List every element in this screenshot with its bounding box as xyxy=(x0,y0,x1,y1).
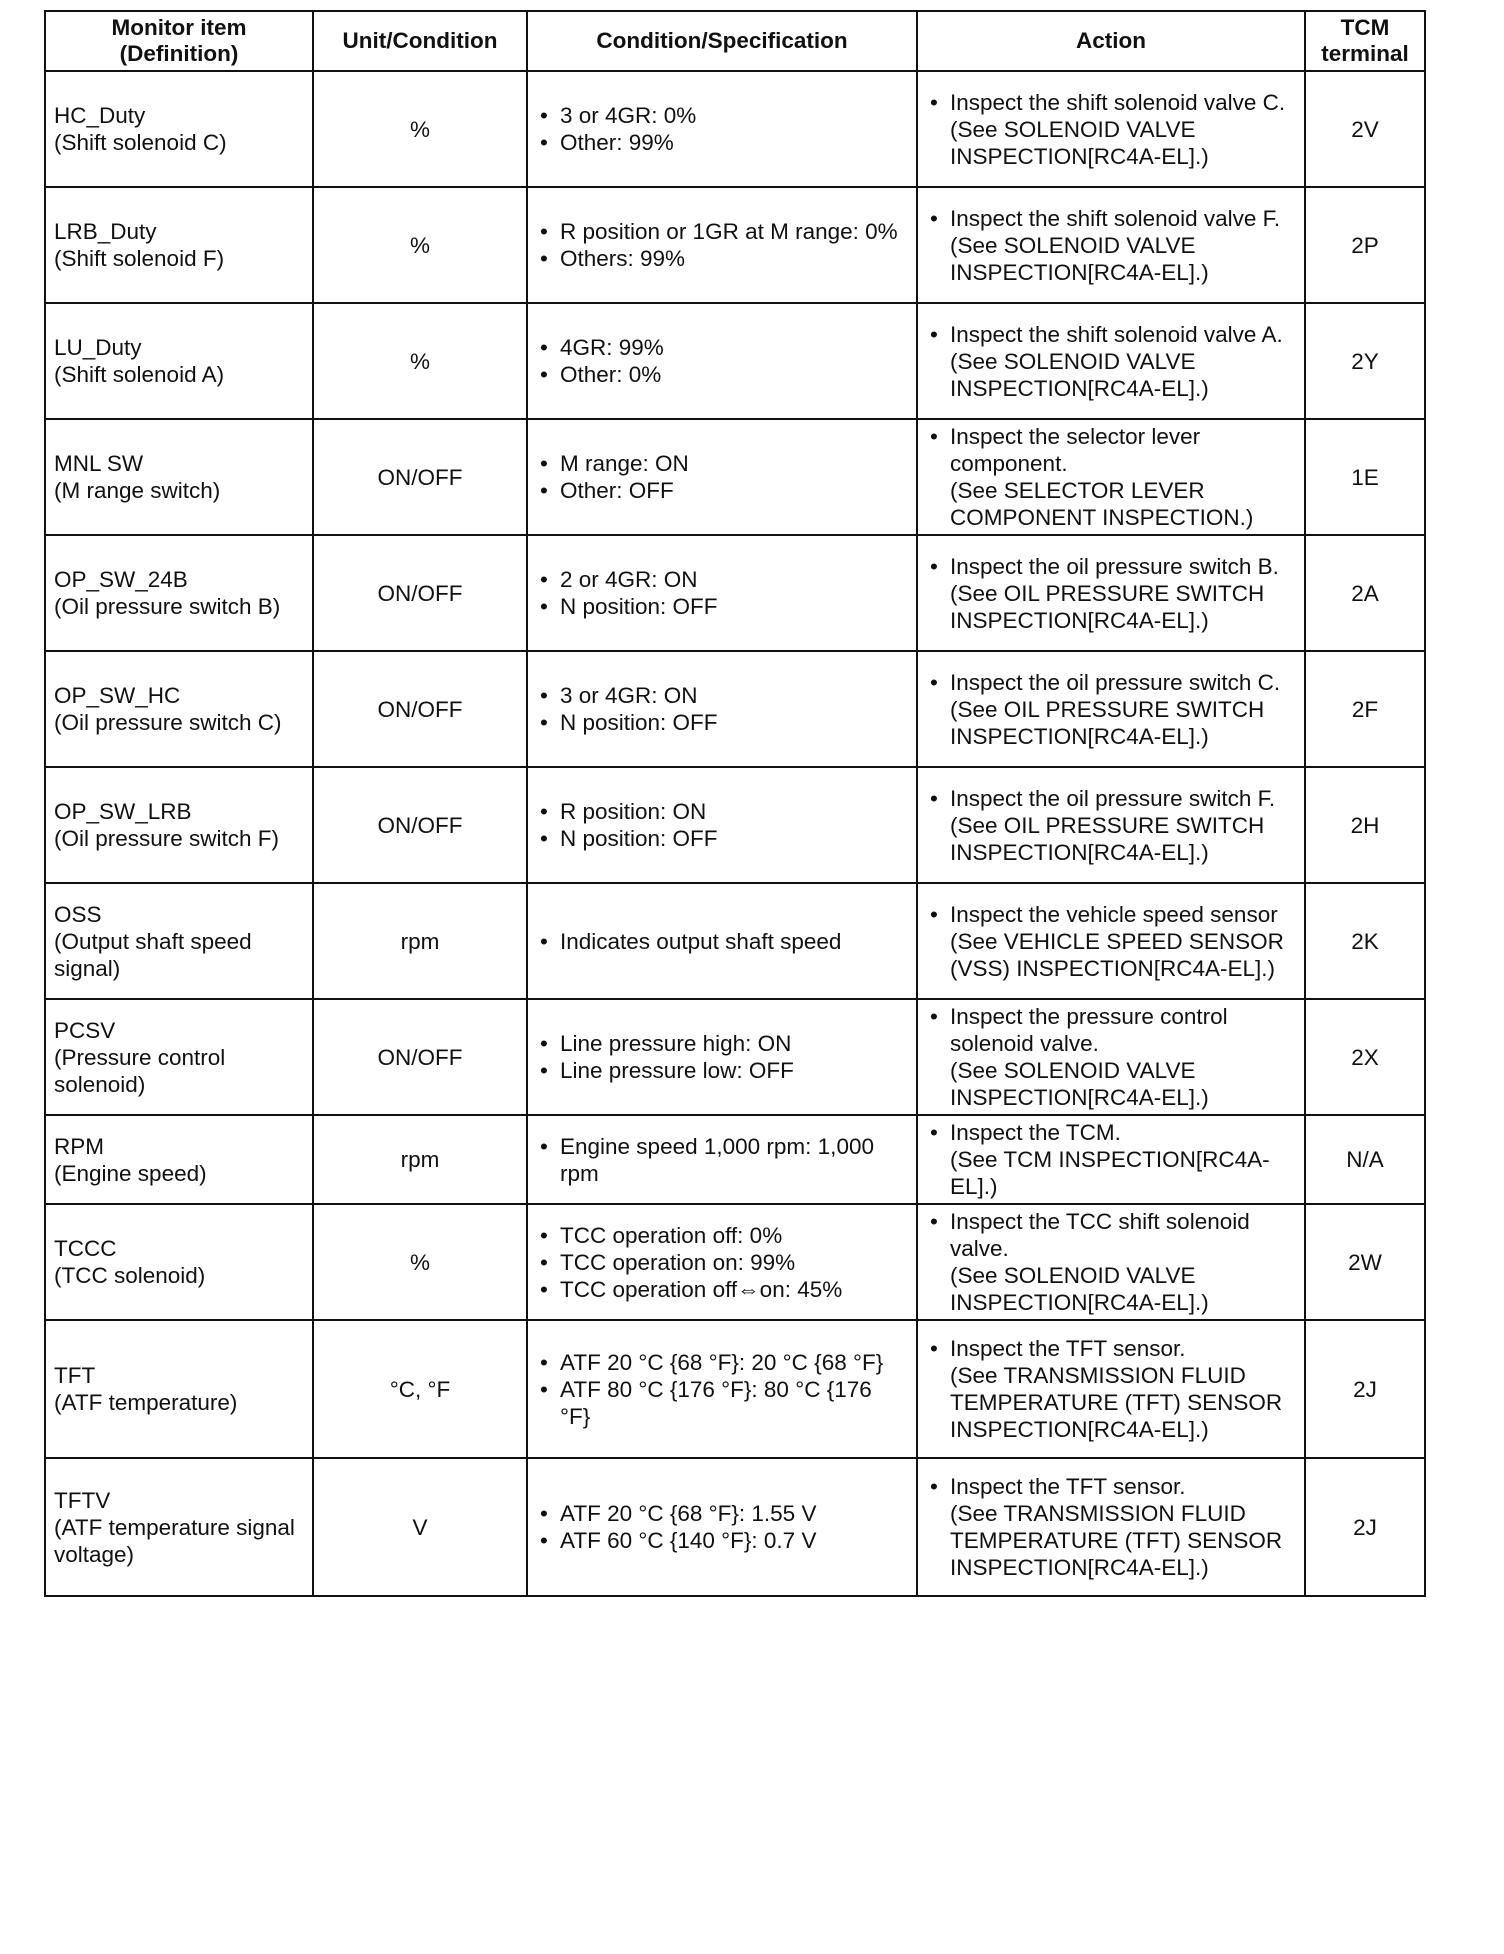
monitor-item-cell xyxy=(45,535,313,651)
action-instruction: • Inspect the TCC shift solenoid valve. xyxy=(926,1208,1296,1262)
specification-item: • Line pressure low: OFF xyxy=(536,1057,908,1084)
specification-list xyxy=(536,1500,908,1554)
condition-specification-cell xyxy=(527,187,917,303)
specification-list xyxy=(536,218,908,272)
monitor-item-definition: (Output shaft speed signal) xyxy=(54,928,252,981)
unit-condition-cell: rpm xyxy=(313,1115,527,1204)
condition-specification-cell xyxy=(527,1204,917,1320)
spec-sheet xyxy=(44,10,1424,1597)
specification-item: • Others: 99% xyxy=(536,245,908,272)
action-cell xyxy=(917,303,1305,419)
monitor-item-cell xyxy=(45,767,313,883)
specification-item: • N position: OFF xyxy=(536,825,908,852)
action-instruction: • Inspect the oil pressure switch C. xyxy=(926,669,1296,696)
unit-condition-cell: % xyxy=(313,71,527,187)
tcm-terminal-cell: 2X xyxy=(1305,999,1425,1115)
table-row xyxy=(45,767,1425,883)
action-reference: (See OIL PRESSURE SWITCH INSPECTION[RC4A-EL].) xyxy=(950,812,1265,865)
condition-specification-cell xyxy=(527,999,917,1115)
header-condition-specification: Condition/Specification xyxy=(527,11,917,71)
table-row xyxy=(45,71,1425,187)
condition-specification-cell xyxy=(527,767,917,883)
specification-list xyxy=(536,334,908,388)
specification-item: • Engine speed 1,000 rpm: 1,000 rpm xyxy=(536,1133,908,1187)
action-cell xyxy=(917,767,1305,883)
action-instruction: • Inspect the shift solenoid valve C. xyxy=(926,89,1296,116)
specification-item: • Other: 0% xyxy=(536,361,908,388)
monitor-item-definition: (Shift solenoid C) xyxy=(54,130,227,155)
monitor-item-definition: (M range switch) xyxy=(54,478,221,503)
monitor-item-definition: (Shift solenoid A) xyxy=(54,362,225,387)
specification-list xyxy=(536,798,908,852)
monitor-item-definition: (ATF temperature) xyxy=(54,1390,238,1415)
specification-list xyxy=(536,1349,908,1430)
header-tcm-terminal: TCM terminal xyxy=(1305,11,1425,71)
table-row xyxy=(45,651,1425,767)
action-reference: (See SELECTOR LEVER COMPONENT INSPECTION.) xyxy=(950,478,1254,530)
monitor-item-name: OSS xyxy=(54,901,102,927)
monitor-item-table xyxy=(44,10,1426,1597)
tcm-terminal-cell: 2J xyxy=(1305,1458,1425,1596)
condition-specification-cell xyxy=(527,71,917,187)
action-reference: (See TCM INSPECTION[RC4A-EL].) xyxy=(950,1147,1270,1199)
specification-item: • ATF 20 °C {68 °F}: 20 °C {68 °F} xyxy=(536,1349,908,1376)
specification-item: • 4GR: 99% xyxy=(536,334,908,361)
table-row xyxy=(45,1204,1425,1320)
table-row xyxy=(45,419,1425,535)
table-row xyxy=(45,535,1425,651)
monitor-item-cell xyxy=(45,71,313,187)
action-reference: (See OIL PRESSURE SWITCH INSPECTION[RC4A-EL].) xyxy=(950,696,1265,749)
table-header-row xyxy=(45,11,1425,71)
action-cell xyxy=(917,419,1305,535)
monitor-item-name: MNL SW xyxy=(54,451,144,476)
monitor-item-definition: (Pressure control solenoid) xyxy=(54,1044,226,1097)
monitor-item-name: TFT xyxy=(54,1363,96,1388)
specification-item: • TCC operation on: 99% xyxy=(536,1249,908,1276)
monitor-item-definition: (Oil pressure switch C) xyxy=(54,710,282,735)
specification-item: • 3 or 4GR: 0% xyxy=(536,102,908,129)
action-instruction: • Inspect the shift solenoid valve A. xyxy=(926,321,1296,348)
specification-item: • TCC operation off⇔on: 45% xyxy=(536,1276,908,1303)
action-cell xyxy=(917,651,1305,767)
condition-specification-cell xyxy=(527,535,917,651)
unit-condition-cell: rpm xyxy=(313,883,527,999)
specification-list xyxy=(536,102,908,156)
specification-item: • Indicates output shaft speed xyxy=(536,928,908,955)
monitor-item-name: TFTV xyxy=(54,1487,111,1513)
header-unit-condition: Unit/Condition xyxy=(313,11,527,71)
monitor-item-name: PCSV xyxy=(54,1017,116,1043)
specification-item: • ATF 20 °C {68 °F}: 1.55 V xyxy=(536,1500,908,1527)
unit-condition-cell: ON/OFF xyxy=(313,767,527,883)
monitor-item-name: LU_Duty xyxy=(54,335,142,360)
specification-list xyxy=(536,928,908,955)
action-cell xyxy=(917,1320,1305,1458)
specification-list xyxy=(536,1222,908,1303)
monitor-item-definition: (Oil pressure switch B) xyxy=(54,594,281,619)
action-reference: (See SOLENOID VALVE INSPECTION[RC4A-EL].) xyxy=(950,116,1209,169)
condition-specification-cell xyxy=(527,1458,917,1596)
action-instruction: • Inspect the TFT sensor. xyxy=(926,1473,1296,1500)
specification-list xyxy=(536,1030,908,1084)
condition-specification-cell xyxy=(527,883,917,999)
condition-specification-cell xyxy=(527,1115,917,1204)
tcm-terminal-cell: 2A xyxy=(1305,535,1425,651)
action-instruction: • Inspect the TFT sensor. xyxy=(926,1335,1296,1362)
monitor-item-definition: (Engine speed) xyxy=(54,1160,207,1186)
header-monitor-item: Monitor item (Definition) xyxy=(45,11,313,71)
action-instruction: • Inspect the oil pressure switch B. xyxy=(926,553,1296,580)
specification-item: • R position or 1GR at M range: 0% xyxy=(536,218,908,245)
table-row xyxy=(45,999,1425,1115)
condition-specification-cell xyxy=(527,1320,917,1458)
monitor-item-cell xyxy=(45,883,313,999)
monitor-item-cell xyxy=(45,1204,313,1320)
specification-list xyxy=(536,682,908,736)
monitor-item-cell xyxy=(45,187,313,303)
tcm-terminal-cell: 2W xyxy=(1305,1204,1425,1320)
specification-item: • N position: OFF xyxy=(536,709,908,736)
action-instruction: • Inspect the TCM. xyxy=(926,1119,1296,1146)
monitor-item-definition: (TCC solenoid) xyxy=(54,1263,206,1288)
specification-item: • Other: 99% xyxy=(536,129,908,156)
unit-condition-cell: ON/OFF xyxy=(313,419,527,535)
tcm-terminal-cell: 1E xyxy=(1305,419,1425,535)
action-cell xyxy=(917,883,1305,999)
specification-item: • R position: ON xyxy=(536,798,908,825)
specification-item: • ATF 80 °C {176 °F}: 80 °C {176 °F} xyxy=(536,1376,908,1430)
action-cell xyxy=(917,535,1305,651)
specification-item: • Other: OFF xyxy=(536,477,908,504)
action-instruction: • Inspect the oil pressure switch F. xyxy=(926,785,1296,812)
specification-list xyxy=(536,450,908,504)
table-body xyxy=(45,71,1425,1596)
action-reference: (See SOLENOID VALVE INSPECTION[RC4A-EL].) xyxy=(950,348,1209,401)
action-instruction: • Inspect the pressure control solenoid valve. xyxy=(926,1003,1296,1057)
monitor-item-name: OP_SW_24B xyxy=(54,567,188,592)
table-row xyxy=(45,1458,1425,1596)
monitor-item-name: LRB_Duty xyxy=(54,219,157,244)
action-reference: (See SOLENOID VALVE INSPECTION[RC4A-EL].) xyxy=(950,232,1209,285)
action-cell xyxy=(917,999,1305,1115)
action-instruction: • Inspect the vehicle speed sensor xyxy=(926,901,1296,928)
tcm-terminal-cell: 2Y xyxy=(1305,303,1425,419)
specification-item: • ATF 60 °C {140 °F}: 0.7 V xyxy=(536,1527,908,1554)
action-cell xyxy=(917,1115,1305,1204)
action-instruction: • Inspect the shift solenoid valve F. xyxy=(926,205,1296,232)
unit-condition-cell: % xyxy=(313,303,527,419)
action-reference: (See SOLENOID VALVE INSPECTION[RC4A-EL].) xyxy=(950,1263,1209,1315)
unit-condition-cell: °C, °F xyxy=(313,1320,527,1458)
monitor-item-cell xyxy=(45,1458,313,1596)
monitor-item-cell xyxy=(45,1320,313,1458)
monitor-item-cell xyxy=(45,419,313,535)
specification-list xyxy=(536,1133,908,1187)
monitor-item-cell xyxy=(45,1115,313,1204)
unit-condition-cell: ON/OFF xyxy=(313,651,527,767)
specification-item: • 3 or 4GR: ON xyxy=(536,682,908,709)
specification-item: • N position: OFF xyxy=(536,593,908,620)
table-row xyxy=(45,1320,1425,1458)
tcm-terminal-cell: N/A xyxy=(1305,1115,1425,1204)
table-row xyxy=(45,883,1425,999)
monitor-item-cell xyxy=(45,651,313,767)
monitor-item-definition: (Shift solenoid F) xyxy=(54,246,225,271)
monitor-item-definition: (Oil pressure switch F) xyxy=(54,826,280,851)
tcm-terminal-cell: 2H xyxy=(1305,767,1425,883)
monitor-item-name: RPM xyxy=(54,1133,104,1159)
action-reference: (See OIL PRESSURE SWITCH INSPECTION[RC4A-EL].) xyxy=(950,580,1265,633)
unit-condition-cell: V xyxy=(313,1458,527,1596)
specification-item: • 2 or 4GR: ON xyxy=(536,566,908,593)
table-row xyxy=(45,303,1425,419)
action-instruction: • Inspect the selector lever component. xyxy=(926,423,1296,477)
specification-item: • M range: ON xyxy=(536,450,908,477)
unit-condition-cell: ON/OFF xyxy=(313,535,527,651)
tcm-terminal-cell: 2F xyxy=(1305,651,1425,767)
action-reference: (See TRANSMISSION FLUID TEMPERATURE (TFT) SENSOR INSPECTION[RC4A-EL].) xyxy=(950,1501,1283,1580)
monitor-item-name: TCCC xyxy=(54,1236,117,1261)
monitor-item-name: HC_Duty xyxy=(54,103,146,128)
condition-specification-cell xyxy=(527,419,917,535)
tcm-terminal-cell: 2K xyxy=(1305,883,1425,999)
condition-specification-cell xyxy=(527,303,917,419)
monitor-item-cell xyxy=(45,303,313,419)
monitor-item-name: OP_SW_LRB xyxy=(54,799,192,824)
action-reference: (See TRANSMISSION FLUID TEMPERATURE (TFT) SENSOR INSPECTION[RC4A-EL].) xyxy=(950,1363,1283,1442)
action-cell xyxy=(917,1458,1305,1596)
monitor-item-definition: (ATF temperature signal voltage) xyxy=(54,1514,295,1567)
specification-list xyxy=(536,566,908,620)
action-cell xyxy=(917,187,1305,303)
action-reference: (See SOLENOID VALVE INSPECTION[RC4A-EL].) xyxy=(950,1058,1209,1110)
specification-item: • Line pressure high: ON xyxy=(536,1030,908,1057)
tcm-terminal-cell: 2V xyxy=(1305,71,1425,187)
monitor-item-cell xyxy=(45,999,313,1115)
unit-condition-cell: ON/OFF xyxy=(313,999,527,1115)
action-reference: (See VEHICLE SPEED SENSOR (VSS) INSPECTION[RC4A-EL].) xyxy=(950,928,1284,981)
specification-item: • TCC operation off: 0% xyxy=(536,1222,908,1249)
condition-specification-cell xyxy=(527,651,917,767)
table-row xyxy=(45,187,1425,303)
action-cell xyxy=(917,1204,1305,1320)
action-cell xyxy=(917,71,1305,187)
monitor-item-name: OP_SW_HC xyxy=(54,683,181,708)
unit-condition-cell: % xyxy=(313,1204,527,1320)
tcm-terminal-cell: 2J xyxy=(1305,1320,1425,1458)
tcm-terminal-cell: 2P xyxy=(1305,187,1425,303)
header-action: Action xyxy=(917,11,1305,71)
table-row xyxy=(45,1115,1425,1204)
unit-condition-cell: % xyxy=(313,187,527,303)
